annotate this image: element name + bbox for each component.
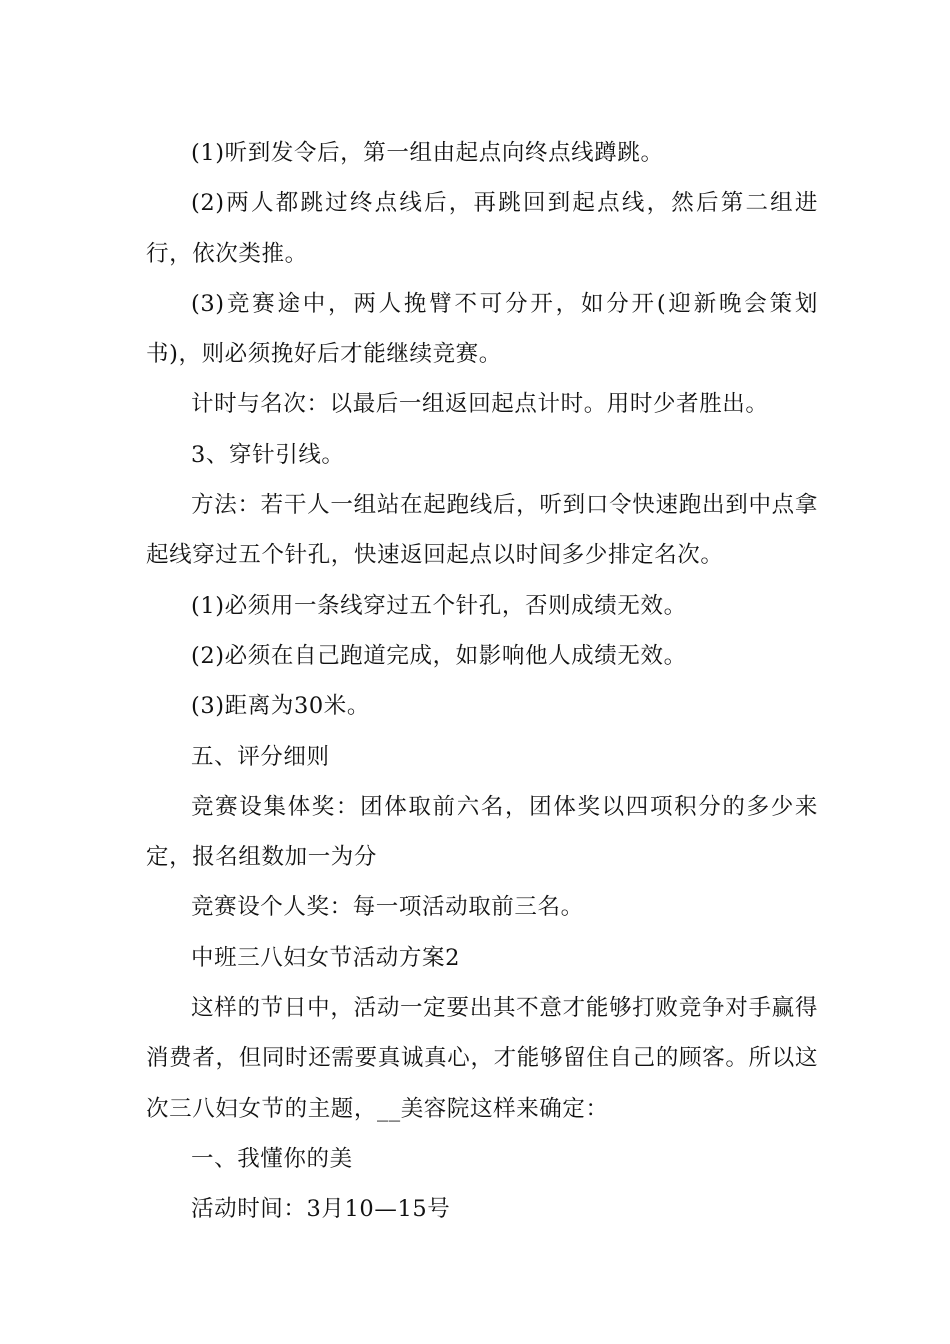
section-heading-beauty: 一、我懂你的美 [191, 1145, 353, 1172]
paragraph-thread-rule-3: (3)距离为30米。 [191, 693, 371, 720]
section-heading-scoring: 五、评分细则 [191, 743, 330, 770]
paragraph-activity-time: 活动时间：3月10—15号 [191, 1196, 451, 1223]
section-heading-threading: 3、穿针引线。 [191, 441, 345, 468]
paragraph-thread-rule-1: (1)必须用一条线穿过五个针孔，否则成绩无效。 [191, 592, 687, 619]
paragraph-rule-3: (3)竞赛途中，两人挽臂不可分开，如分开(迎新晚会策划书)，则必须挽好后才能继续竞赛。 [146, 290, 818, 368]
paragraph-individual-award: 竞赛设个人奖：每一项活动取前三名。 [191, 894, 584, 921]
paragraph-method: 方法：若干人一组站在起跑线后，听到口令快速跑出到中点拿起线穿过五个针孔，快速返回起点以时间多少排定名次。 [146, 492, 818, 569]
paragraph-thread-rule-2: (2)必须在自己跑道完成，如影响他人成绩无效。 [191, 642, 687, 669]
plan-title: 中班三八妇女节活动方案2 [191, 944, 461, 971]
paragraph-timing: 计时与名次：以最后一组返回起点计时。用时少者胜出。 [191, 391, 769, 418]
document-body [146, 128, 818, 1235]
paragraph-intro: 这样的节日中，活动一定要出其不意才能够打败竞争对手赢得消费者，但同时还需要真诚真心，才能够留住自己的顾客。所以这次三八妇女节的主题，__美容院这样来确定： [146, 995, 818, 1122]
paragraph-team-award: 竞赛设集体奖：团体取前六名，团体奖以四项积分的多少来定，报名组数加一为分 [146, 793, 818, 871]
paragraph-rule-1: (1)听到发令后，第一组由起点向终点线蹲跳。 [191, 140, 664, 166]
paragraph-rule-2: (2)两人都跳过终点线后，再跳回到起点线，然后第二组进行，依次类推。 [146, 190, 818, 267]
